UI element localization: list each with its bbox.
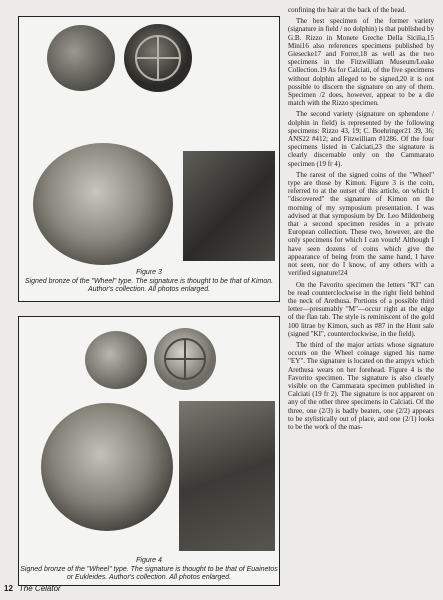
article-paragraph: The best specimen of the former variety (signature in field / no dolphin) is that published by G.B. Rizzo in Monete Greche Della Sicilia,15 Mini16 also references specimens published by Giesecke17 and Forrer,18 as well as the two specimens in the Fitzwilliam Museum/Leake Collection.19 As for Calciati, of the five specimens without dolphin alleged to be signed,20 it is not possible to discern the signature on any of them. Specimen /2 does, however, appear to be a die match with the Rizzo specimen. bbox=[288, 17, 434, 108]
page-footer bbox=[4, 584, 61, 593]
figure-4-caption-text: Signed bronze of the "Wheel" type. The signature is thought to be that of Euainetos or Eukleides. Author's collection. All photos enlarged. bbox=[20, 565, 278, 582]
figure-4-title: Figure 4 bbox=[136, 557, 162, 564]
figure-4-caption bbox=[19, 557, 279, 583]
coin-obverse-small bbox=[47, 25, 115, 91]
article-text-column bbox=[288, 6, 434, 434]
article-paragraph: The second variety (signature on sphendone / dolphin in field) is represented by the following specimens: Rizzo 43, 19; C. Boehringer21 39, 36; ANS22 #412; and Fitzwilliam #1286. Of the four specimens listed in Calciati,23 the signature is clearly discernable only on the Cammarato specimen (19 fr 4). bbox=[288, 110, 434, 168]
figure-3 bbox=[18, 16, 280, 302]
article-paragraph: The third of the major artists whose signature occurs on the Wheel coinage signed his name "EY". The signature is located on the ampyx which Arethusa wears on her forehead. Figure 4 is the Favorito specimen. The signature is also clearly visible on the Cammarata specimen published in Calciati (19 fr 2). The signature is not apparent on any of the other three specimens in Calciati. Of the three, one (2/3) is badly beaten, one (2/2) appears to be stylistically out of place, and one (2/1) looks to be the work of the mas- bbox=[288, 340, 434, 431]
figure-3-caption-text: Signed bronze of the "Wheel" type. The signature is thought to be that of Kimon. Author's collection. All photos enlarged. bbox=[24, 277, 274, 294]
coin-reverse-wheel bbox=[123, 23, 193, 93]
figure-4 bbox=[18, 316, 280, 586]
coin-reverse-wheel bbox=[153, 327, 217, 391]
page-number: 12 bbox=[4, 584, 13, 593]
signature-closeup-photo bbox=[183, 151, 275, 261]
signature-closeup-photo bbox=[179, 401, 275, 551]
article-paragraph: confining the hair at the back of the head. bbox=[288, 6, 406, 14]
coin-obverse-enlarged bbox=[33, 143, 173, 265]
article-paragraph: The rarest of the signed coins of the "Wheel" type are those by Kimon. Figure 3 is the coin, referred to at the outset of this article, on which I "discovered" the signature of Kimon on the morning of my symposium presentation. I was advised at that symposium by Dr. Leo Mildenberg that a second specimen resides in a private European collection. These two, however, are the only specimens for which I can vouch! Although I have seen dozens of coins which give the appearance of being from the same hand, I have not seen, nor do I know, of any others with a verified signature!24 bbox=[288, 170, 434, 278]
figure-3-caption bbox=[19, 269, 279, 295]
coin-obverse-enlarged bbox=[41, 403, 173, 531]
article-paragraph: On the Favorito specimen the letters "KI" can be read counterclockwise in the right field behind the neck of Arethusa. Portions of a possible third letter—presumably "M"—occur right at the edge of the flan tab. The style is reminiscent of the gold 100 litrae by Kimon, such as #87 in the Hunt sale (signed "KI", counterclockwise, in the field). bbox=[288, 280, 434, 338]
figure-3-title: Figure 3 bbox=[136, 269, 162, 276]
publication-name: The Celator bbox=[18, 584, 61, 593]
coin-obverse-small bbox=[85, 331, 147, 389]
